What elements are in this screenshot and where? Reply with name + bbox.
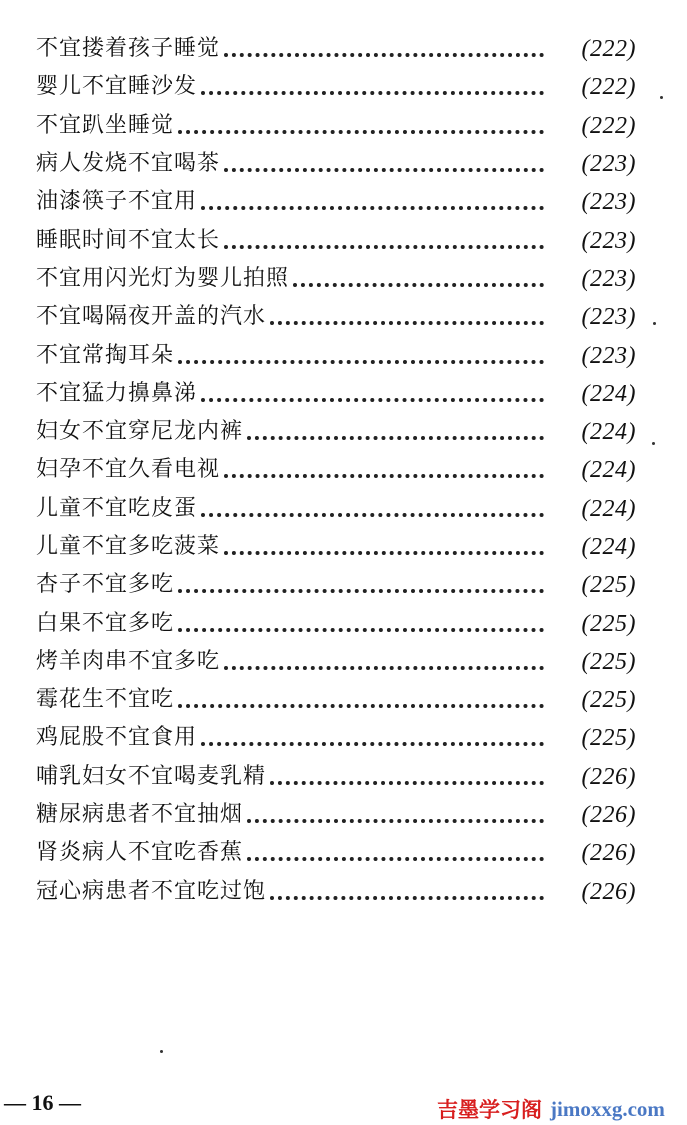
- toc-entry-page: (225): [581, 687, 636, 714]
- toc-entry-page: (224): [581, 457, 636, 484]
- toc-entry-page: (226): [581, 878, 636, 905]
- toc-entry: [36, 796, 636, 834]
- toc-entry-title: 不宜搂着孩子睡觉: [36, 36, 221, 62]
- toc-entry: [36, 413, 636, 451]
- scan-speck: [160, 1050, 163, 1053]
- dot-leader: [224, 666, 544, 670]
- dot-leader: [201, 91, 544, 95]
- scan-speck: [653, 322, 656, 325]
- toc-entry-page: (222): [581, 36, 636, 63]
- toc-entry: [36, 719, 636, 757]
- toc-entry-page: (225): [581, 725, 636, 752]
- toc-entry-title: 儿童不宜多吃菠菜: [36, 534, 221, 559]
- toc-entry: [36, 107, 636, 145]
- dot-leader: [224, 551, 544, 555]
- toc-entry: [36, 221, 636, 259]
- toc-entry: [36, 834, 636, 872]
- toc-entry-title: 鸡屁股不宜食用: [36, 725, 198, 751]
- toc-entry: [36, 298, 636, 336]
- toc-entry-title: 病人发烧不宜喝茶: [36, 151, 221, 177]
- toc-entry: [36, 566, 636, 604]
- watermark: [437, 1094, 665, 1124]
- toc-entry-title: 白果不宜多吃: [36, 610, 175, 636]
- dot-leader: [178, 704, 544, 708]
- dot-leader: [270, 896, 544, 900]
- dot-leader: [178, 130, 544, 134]
- toc-entry-title: 不宜喝隔夜开盖的汽水: [36, 304, 267, 330]
- toc-entry: [36, 145, 636, 183]
- toc-entry-title: 糖尿病患者不宜抽烟: [36, 802, 244, 828]
- dot-leader: [224, 53, 544, 57]
- toc-entry-title: 婴儿不宜睡沙发: [36, 74, 198, 100]
- toc-entry-title: 油漆筷子不宜用: [36, 189, 198, 215]
- watermark-brand: 吉墨学习阁: [437, 1098, 542, 1122]
- toc-entry: [36, 643, 636, 681]
- toc-entry: [36, 183, 636, 221]
- scan-speck: [660, 96, 663, 99]
- toc-entry-title: 睡眠时间不宜太长: [36, 227, 221, 253]
- toc-entry-page: (223): [581, 227, 636, 254]
- toc-entry-title: 霉花生不宜吃: [36, 687, 175, 713]
- toc-entry-page: (225): [581, 610, 636, 637]
- toc-entry-page: (226): [581, 763, 636, 790]
- dot-leader: [178, 589, 544, 593]
- dot-leader: [224, 474, 544, 478]
- dot-leader: [270, 781, 544, 785]
- toc-entry-title: 肾炎病人不宜吃香蕉: [36, 840, 244, 866]
- dot-leader: [247, 436, 544, 440]
- table-of-contents: [36, 30, 636, 911]
- toc-entry-page: (224): [581, 380, 636, 407]
- toc-entry-page: (226): [581, 802, 636, 829]
- dot-leader: [224, 245, 544, 249]
- toc-entry-page: (222): [581, 74, 636, 101]
- watermark-domain: jimoxxg.com: [550, 1096, 665, 1121]
- toc-entry-title: 儿童不宜吃皮蛋: [36, 495, 198, 521]
- toc-entry: [36, 30, 636, 68]
- page-number: — 16 —: [4, 1090, 81, 1115]
- toc-entry-title: 妇孕不宜久看电视: [36, 457, 221, 483]
- toc-entry: [36, 260, 636, 298]
- toc-entry-page: (223): [581, 265, 636, 292]
- toc-entry: [36, 758, 636, 796]
- toc-entry: [36, 528, 636, 566]
- toc-entry-page: (225): [581, 648, 636, 675]
- toc-entry-page: (224): [581, 495, 636, 522]
- scan-speck: [652, 442, 655, 445]
- dot-leader: [247, 857, 544, 861]
- toc-entry: [36, 375, 636, 413]
- dot-leader: [201, 742, 544, 746]
- toc-entry-title: 哺乳妇女不宜喝麦乳精: [36, 763, 267, 789]
- toc-entry-page: (223): [581, 342, 636, 369]
- dot-leader: [247, 819, 544, 823]
- toc-entry-title: 杏子不宜多吃: [36, 572, 175, 598]
- toc-entry-page: (226): [581, 840, 636, 867]
- toc-entry-title: 不宜猛力擤鼻涕: [36, 380, 198, 406]
- dot-leader: [224, 168, 544, 172]
- toc-entry: [36, 451, 636, 489]
- dot-leader: [270, 321, 544, 325]
- dot-leader: [201, 206, 544, 210]
- toc-entry-page: (222): [581, 112, 636, 139]
- toc-entry: [36, 681, 636, 719]
- toc-entry-title: 妇女不宜穿尼龙内裤: [36, 419, 244, 445]
- toc-entry-page: (223): [581, 151, 636, 178]
- toc-entry: [36, 336, 636, 374]
- toc-entry-title: 烤羊肉串不宜多吃: [36, 648, 221, 674]
- toc-entry: [36, 490, 636, 528]
- dot-leader: [178, 628, 544, 632]
- toc-entry-page: (223): [581, 304, 636, 331]
- toc-entry-page: (224): [581, 419, 636, 446]
- dot-leader: [293, 283, 544, 287]
- toc-entry-page: (225): [581, 572, 636, 599]
- dot-leader: [178, 360, 544, 364]
- toc-entry: [36, 68, 636, 106]
- toc-entry-title: 不宜用闪光灯为婴儿拍照: [36, 265, 290, 291]
- toc-entry-title: 冠心病患者不宜吃过饱: [36, 878, 267, 904]
- toc-entry: [36, 604, 636, 642]
- toc-entry-page: (224): [581, 534, 636, 560]
- toc-entry: [36, 873, 636, 911]
- toc-entry-title: 不宜常掏耳朵: [36, 342, 175, 368]
- dot-leader: [201, 513, 544, 517]
- toc-entry-page: (223): [581, 189, 636, 216]
- dot-leader: [201, 398, 544, 402]
- toc-entry-title: 不宜趴坐睡觉: [36, 112, 175, 138]
